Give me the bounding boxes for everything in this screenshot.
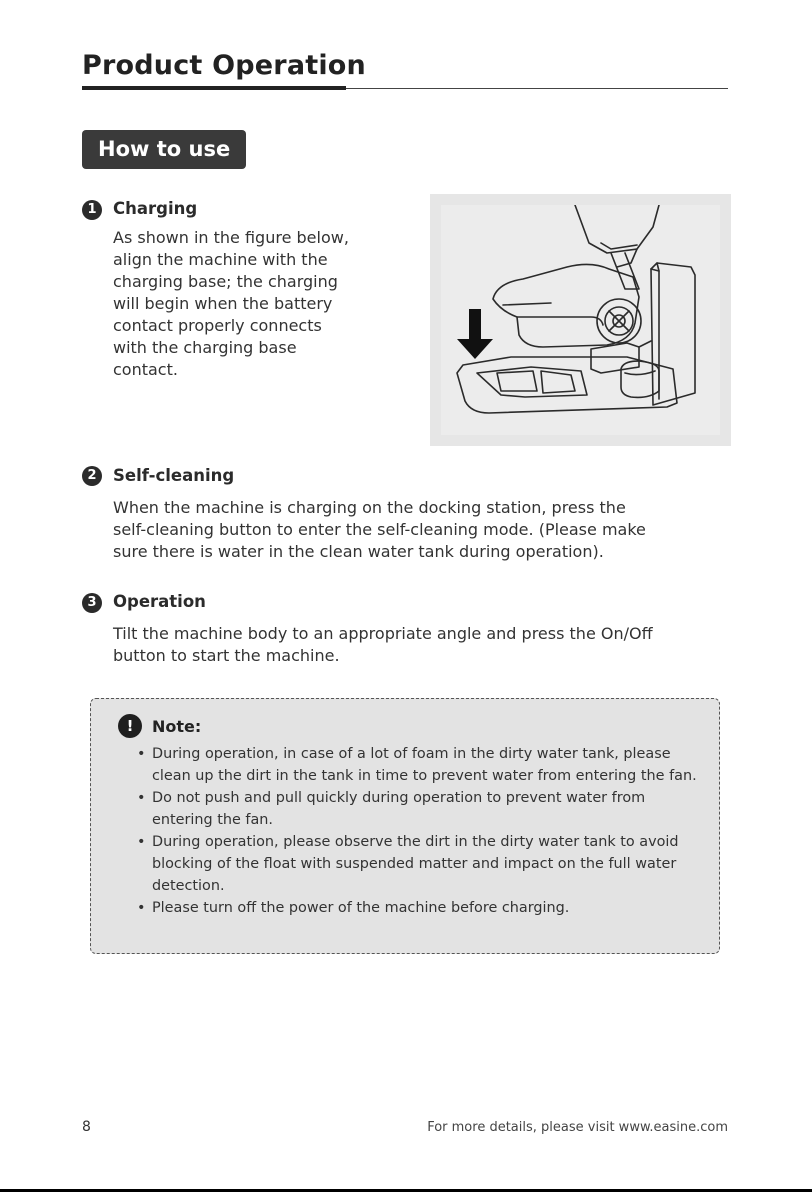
- page-title: Product Operation: [82, 50, 366, 81]
- vacuum-docking-drawing: [441, 205, 720, 435]
- note-item: • During operation, in case of a lot of foam in the dirty water tank, please clean up the dirt in the tank in time to prevent water from entering the fan.: [137, 743, 702, 787]
- step-text-charging: As shown in the figure below, align the machine with the charging base; the charging will begin when the battery contact properly connects with the charging base contact.: [113, 228, 349, 379]
- section-badge: How to use: [82, 130, 246, 169]
- step-number-2: 2: [82, 466, 102, 486]
- title-underline: [82, 86, 346, 90]
- note-item: • Please turn off the power of the machine before charging.: [137, 897, 702, 919]
- step-title-self-cleaning: Self-cleaning: [113, 466, 235, 485]
- note-label: Note:: [152, 717, 202, 736]
- step-text-operation: Tilt the machine body to an appropriate angle and press the On/Off button to start the machine.: [113, 624, 653, 665]
- footer-website-text: For more details, please visit www.easine.com: [427, 1120, 728, 1135]
- step-number-1: 1: [82, 200, 102, 220]
- step-title-charging: Charging: [113, 199, 198, 218]
- note-box: [90, 698, 720, 954]
- charging-illustration: [430, 194, 731, 446]
- page-number: 8: [82, 1119, 91, 1135]
- note-item: • Do not push and pull quickly during operation to prevent water from entering the fan.: [137, 787, 702, 831]
- step-title-operation: Operation: [113, 592, 206, 611]
- warning-icon: !: [118, 714, 142, 738]
- note-list: [137, 743, 702, 919]
- arrow-down-icon: [457, 309, 493, 359]
- step-text-self-cleaning: When the machine is charging on the docking station, press the self-cleaning button to enter the self-cleaning mode. (Please make sure there is water in the clean water tank during operation).: [113, 498, 646, 561]
- step-number-3: 3: [82, 593, 102, 613]
- note-item: • During operation, please observe the dirt in the dirty water tank to avoid blocking of the float with suspended matter and impact on the full water detection.: [137, 831, 702, 897]
